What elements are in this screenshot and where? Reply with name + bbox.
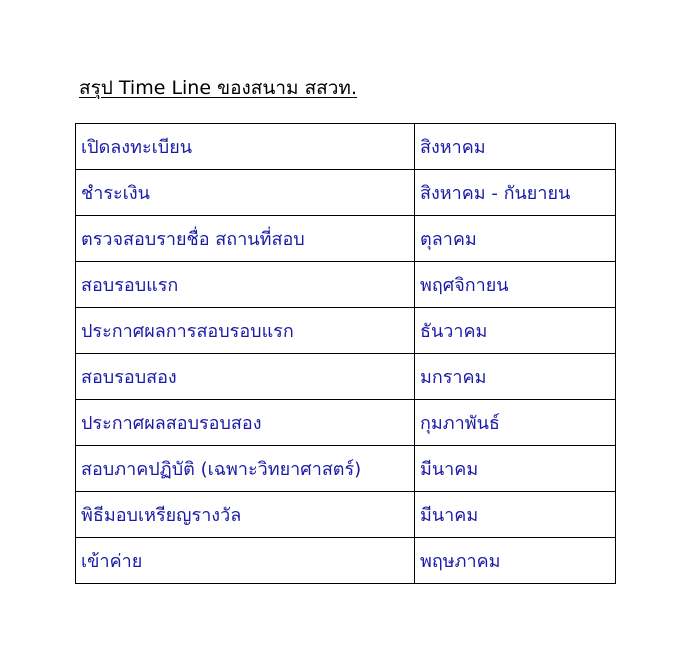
table-row — [76, 170, 616, 216]
table-row — [76, 492, 616, 538]
document-title: สรุป Time Line ของสนาม สสวท. — [79, 77, 357, 99]
period-cell: พฤษภาคม — [415, 538, 616, 584]
table-row — [76, 216, 616, 262]
table-row — [76, 446, 616, 492]
period-cell: มีนาคม — [415, 492, 616, 538]
period-cell: พฤศจิกายน — [415, 262, 616, 308]
table-row — [76, 400, 616, 446]
table-row — [76, 538, 616, 584]
period-cell: มีนาคม — [415, 446, 616, 492]
activity-cell: สอบรอบสอง — [76, 354, 415, 400]
activity-cell: ตรวจสอบรายชื่อ สถานที่สอบ — [76, 216, 415, 262]
activity-cell: สอบรอบแรก — [76, 262, 415, 308]
table-row — [76, 124, 616, 170]
period-cell: ตุลาคม — [415, 216, 616, 262]
activity-cell: ชำระเงิน — [76, 170, 415, 216]
period-cell: ธันวาคม — [415, 308, 616, 354]
activity-cell: เข้าค่าย — [76, 538, 415, 584]
period-cell: กุมภาพันธ์ — [415, 400, 616, 446]
activity-cell: ประกาศผลการสอบรอบแรก — [76, 308, 415, 354]
activity-cell: สอบภาคปฏิบัติ (เฉพาะวิทยาศาสตร์) — [76, 446, 415, 492]
period-cell: มกราคม — [415, 354, 616, 400]
period-cell: สิงหาคม — [415, 124, 616, 170]
table-row — [76, 262, 616, 308]
timeline-table — [75, 123, 616, 584]
period-cell: สิงหาคม - กันยายน — [415, 170, 616, 216]
activity-cell: เปิดลงทะเบียน — [76, 124, 415, 170]
activity-cell: พิธีมอบเหรียญรางวัล — [76, 492, 415, 538]
table-row — [76, 308, 616, 354]
activity-cell: ประกาศผลสอบรอบสอง — [76, 400, 415, 446]
table-row — [76, 354, 616, 400]
